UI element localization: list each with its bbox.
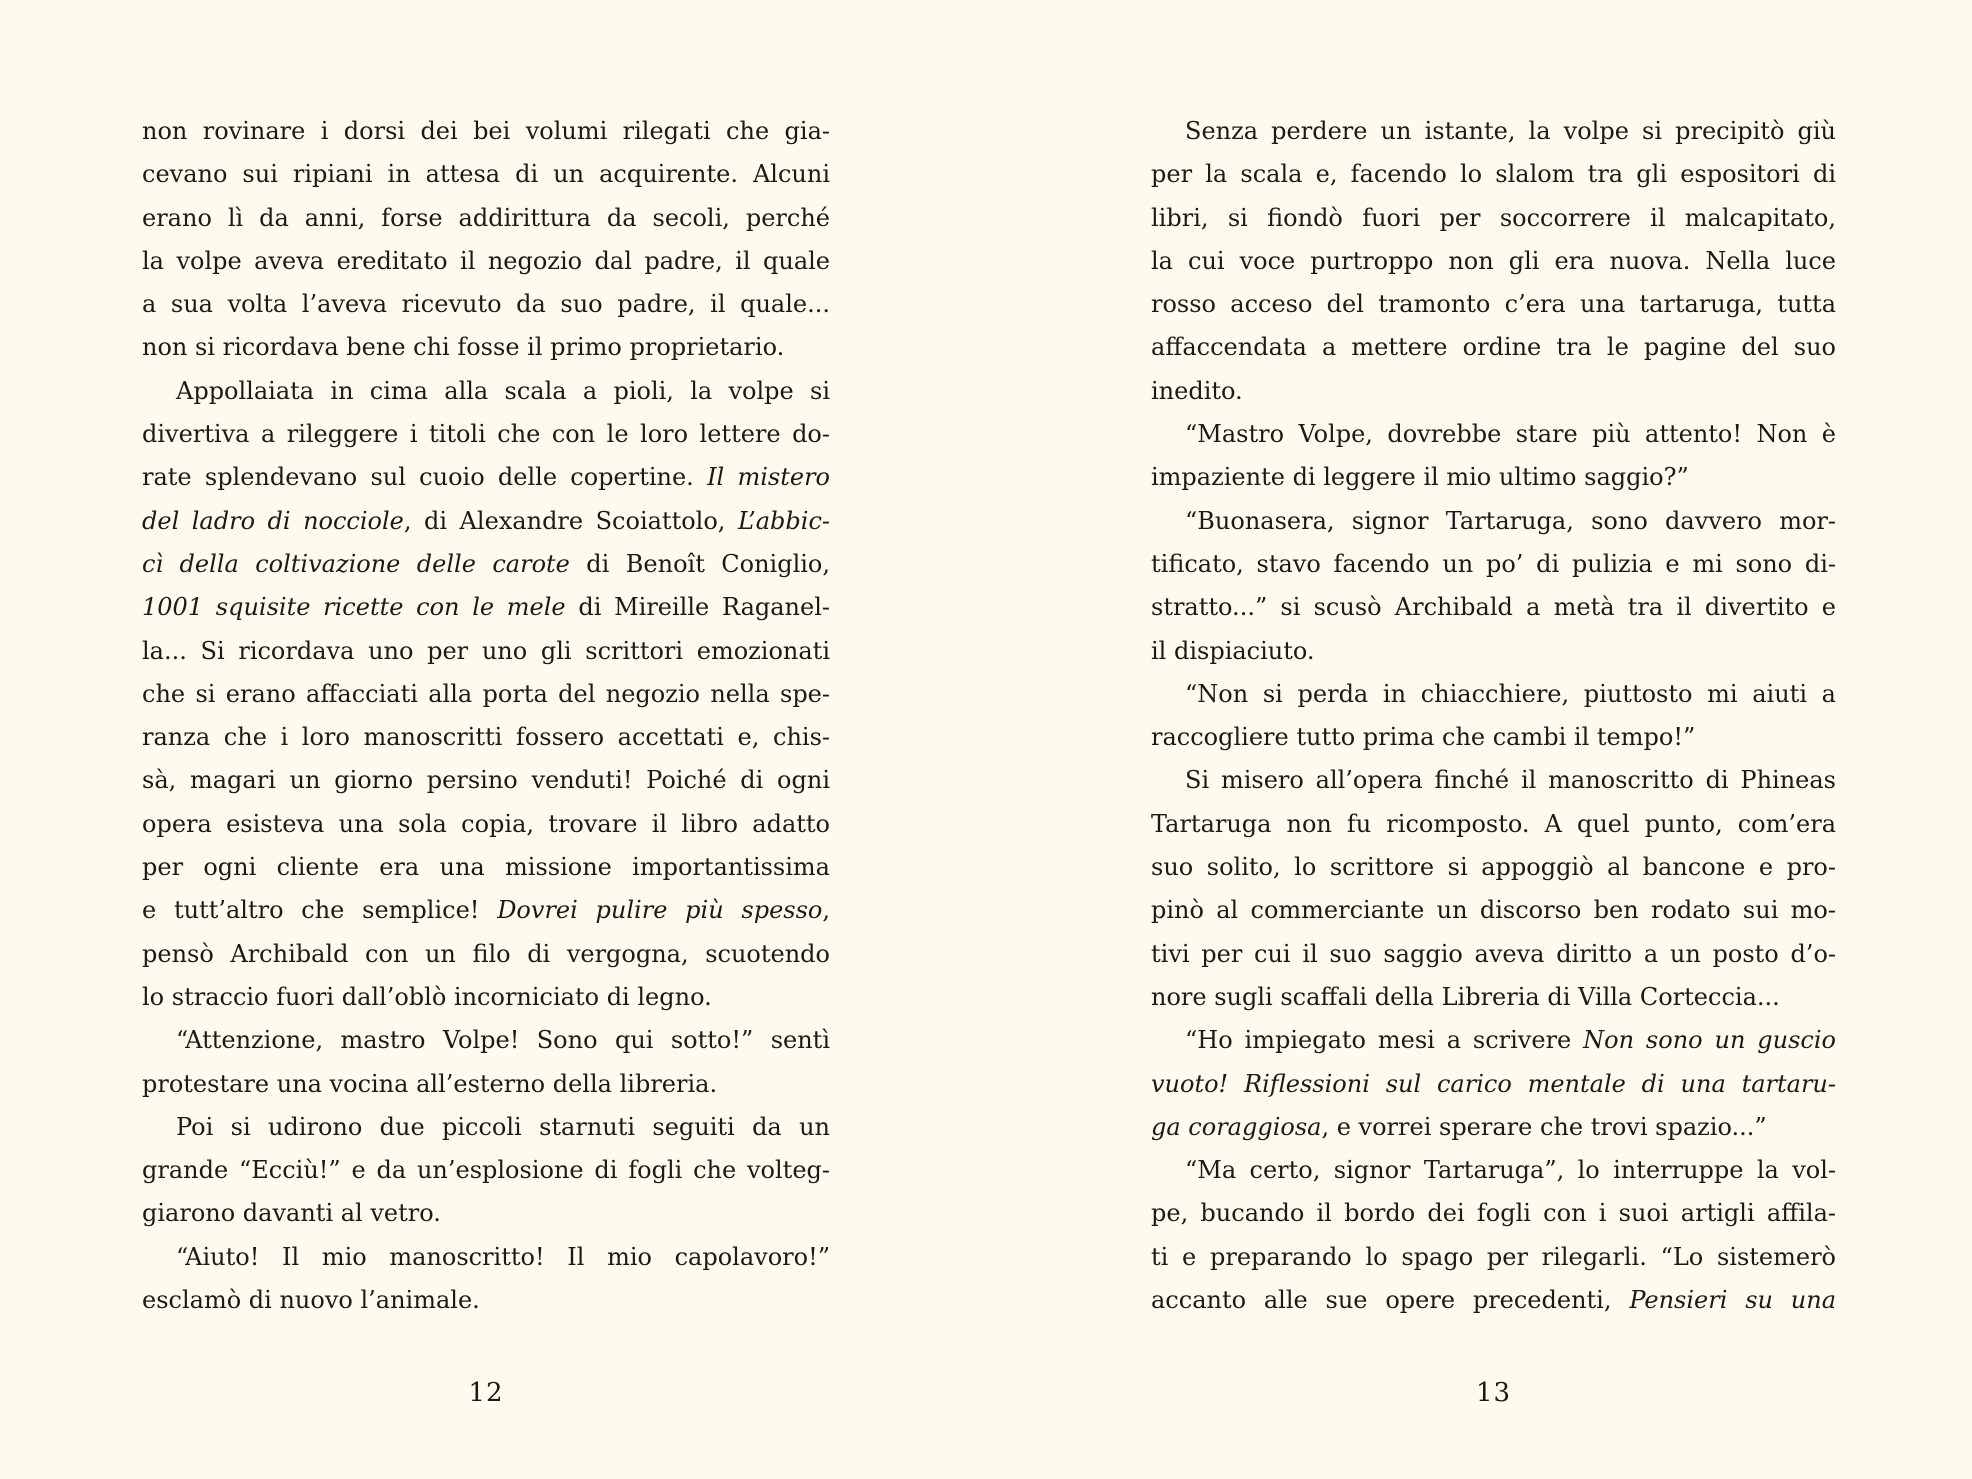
text-line — [1151, 456, 1836, 499]
text-segment: Tartaruga non fu ricomposto. A quel punto, com’era — [1151, 809, 1836, 838]
text-segment: inedito. — [1151, 376, 1243, 405]
text-line — [1151, 197, 1836, 240]
text-line — [1151, 1279, 1836, 1322]
text-line — [1151, 1063, 1836, 1106]
text-line — [1151, 283, 1836, 326]
book-title-italic-segment: L’abbic- — [737, 506, 830, 535]
text-line — [1151, 370, 1836, 413]
text-segment: suo solito, lo scrittore si appoggiò al bancone e pro- — [1151, 853, 1836, 882]
page-number-right: 13 — [1475, 1378, 1512, 1408]
text-segment: “Mastro Volpe, dovrebbe stare più attento! Non è — [1185, 420, 1836, 449]
text-line — [1151, 326, 1836, 369]
text-line — [142, 326, 830, 369]
text-segment: pe, bucando il bordo dei fogli con i suoi artigli affila- — [1151, 1199, 1836, 1228]
text-line — [142, 500, 830, 543]
book-title-italic-segment: del ladro di nocciole — [142, 506, 404, 535]
text-line — [142, 240, 830, 283]
text-line — [1151, 889, 1836, 932]
text-line — [142, 283, 830, 326]
text-line — [142, 413, 830, 456]
text-line — [142, 1019, 830, 1062]
text-segment: opera esisteva una sola copia, trovare il libro adatto — [142, 809, 830, 838]
text-segment: “Attenzione, mastro Volpe! Sono qui sotto!” sentì — [176, 1026, 830, 1055]
text-segment: stratto...” si scusò Archibald a metà tra il divertito e — [1151, 593, 1836, 622]
text-line — [1151, 630, 1836, 673]
text-line — [1151, 1192, 1836, 1235]
text-segment: “Buonasera, signor Tartaruga, sono davvero mor- — [1185, 506, 1836, 535]
book-title-italic-segment: 1001 squisite ricette con le mele — [142, 593, 566, 622]
text-segment: sà, magari un giorno persino venduti! Poiché di ogni — [142, 766, 830, 795]
text-segment: nore sugli scaffali della Libreria di Villa Corteccia... — [1151, 982, 1780, 1011]
text-line — [142, 803, 830, 846]
text-segment: impaziente di leggere il mio ultimo saggio?” — [1151, 463, 1689, 492]
text-line — [142, 1106, 830, 1149]
text-line — [1151, 240, 1836, 283]
text-segment: non si ricordava bene chi fosse il primo proprietario. — [142, 333, 785, 362]
text-line — [1151, 1106, 1836, 1149]
text-segment: ranza che i loro manoscritti fossero accettati e, chis- — [142, 723, 830, 752]
book-title-italic-segment: Dovrei pulire più spesso — [497, 896, 823, 925]
text-line — [142, 586, 830, 629]
text-line — [142, 673, 830, 716]
book-title-italic-segment: Non sono un guscio — [1583, 1026, 1836, 1055]
text-line — [142, 976, 830, 1019]
text-segment: ti e preparando lo spago per rilegarli. “Lo sistemerò — [1151, 1242, 1836, 1271]
text-segment: libri, si fiondò fuori per soccorrere il malcapitato, — [1151, 203, 1836, 232]
text-line — [1151, 803, 1836, 846]
text-segment: lo straccio fuori dall’oblò incorniciato di legno. — [142, 982, 712, 1011]
text-line — [142, 759, 830, 802]
text-segment: “Non si perda in chiacchiere, piuttosto mi aiuti a — [1185, 679, 1836, 708]
text-segment: , e vorrei sperare che trovi spazio...” — [1321, 1112, 1767, 1141]
text-segment: tificato, stavo facendo un po’ di pulizia e mi sono di- — [1151, 549, 1836, 578]
text-line — [142, 1063, 830, 1106]
text-segment: , di Alexandre Scoiattolo, — [403, 506, 738, 535]
text-line — [1151, 413, 1836, 456]
page-left-text-column — [142, 110, 830, 1322]
text-segment: e tutt’altro che semplice! — [142, 896, 498, 925]
text-line — [1151, 759, 1836, 802]
page-number-left: 12 — [468, 1378, 504, 1408]
text-line — [1151, 1236, 1836, 1279]
text-line — [142, 1279, 830, 1322]
text-segment: rosso acceso del tramonto c’era una tartaruga, tutta — [1151, 290, 1836, 319]
text-segment: di Benoît Coniglio, — [569, 549, 830, 578]
text-segment: Si misero all’opera finché il manoscritto di Phineas — [1185, 766, 1836, 795]
text-line — [1151, 586, 1836, 629]
text-segment: a sua volta l’aveva ricevuto da suo padre, il quale... — [142, 290, 830, 319]
text-line — [142, 1236, 830, 1279]
text-line — [142, 197, 830, 240]
text-line — [142, 543, 830, 586]
text-segment: affaccendata a mettere ordine tra le pagine del suo — [1151, 333, 1836, 362]
text-segment: accanto alle sue opere precedenti, — [1151, 1286, 1630, 1315]
text-segment: raccogliere tutto prima che cambi il tempo!” — [1151, 723, 1696, 752]
text-segment: esclamò di nuovo l’animale. — [142, 1286, 480, 1315]
text-line — [1151, 500, 1836, 543]
text-segment: non rovinare i dorsi dei bei volumi rilegati che gia- — [142, 117, 830, 145]
text-segment: , — [822, 896, 830, 925]
text-segment: Senza perdere un istante, la volpe si precipitò giù — [1185, 117, 1836, 145]
text-line — [142, 456, 830, 499]
text-line — [142, 846, 830, 889]
text-segment: di Mireille Raganel- — [565, 593, 830, 622]
book-title-italic-segment: cì della coltivazione delle carote — [142, 549, 570, 578]
text-line — [142, 630, 830, 673]
text-line — [142, 933, 830, 976]
text-segment: la... Si ricordava uno per uno gli scrittori emozionati — [142, 636, 830, 665]
text-line — [142, 1192, 830, 1235]
text-line — [1151, 933, 1836, 976]
text-segment: giarono davanti al vetro. — [142, 1199, 441, 1228]
text-segment: pinò al commerciante un discorso ben rodato sui mo- — [1151, 896, 1836, 925]
text-segment: cevano sui ripiani in attesa di un acquirente. Alcuni — [142, 160, 830, 189]
text-line — [1151, 976, 1836, 1019]
text-line — [1151, 1149, 1836, 1192]
book-title-italic-segment: Pensieri su una — [1629, 1286, 1836, 1315]
text-line — [142, 110, 830, 153]
text-segment: protestare una vocina all’esterno della libreria. — [142, 1069, 718, 1098]
text-line — [1151, 110, 1836, 153]
text-segment: il dispiaciuto. — [1151, 636, 1315, 665]
text-line — [1151, 716, 1836, 759]
text-line — [142, 370, 830, 413]
book-title-italic-segment: Il mistero — [707, 463, 830, 492]
text-line — [1151, 846, 1836, 889]
text-segment: rate splendevano sul cuoio delle copertine. — [142, 463, 708, 492]
book-title-italic-segment: vuoto! Riflessioni sul carico mentale di una tartaru- — [1151, 1069, 1836, 1098]
text-segment: la volpe aveva ereditato il negozio dal padre, il quale — [142, 246, 830, 275]
text-segment: “Ho impiegato mesi a scrivere — [1185, 1026, 1584, 1055]
text-line — [1151, 153, 1836, 196]
text-segment: per ogni cliente era una missione importantissima — [142, 853, 830, 882]
text-line — [1151, 543, 1836, 586]
text-line — [142, 153, 830, 196]
text-line — [1151, 1019, 1836, 1062]
text-segment: Poi si udirono due piccoli starnuti seguiti da un — [176, 1112, 830, 1141]
text-line — [1151, 673, 1836, 716]
text-segment: per la scala e, facendo lo slalom tra gli espositori di — [1151, 160, 1836, 189]
text-segment: tivi per cui il suo saggio aveva diritto a un posto d’o- — [1151, 939, 1836, 968]
text-line — [142, 1149, 830, 1192]
text-line — [142, 716, 830, 759]
text-segment: “Ma certo, signor Tartaruga”, lo interruppe la vol- — [1185, 1156, 1836, 1185]
text-segment: la cui voce purtroppo non gli era nuova. Nella luce — [1151, 246, 1836, 275]
text-segment: grande “Ecciù!” e da un’esplosione di fogli che volteg- — [142, 1156, 830, 1185]
text-segment: pensò Archibald con un filo di vergogna, scuotendo — [142, 939, 830, 968]
text-segment: erano lì da anni, forse addirittura da secoli, perché — [142, 203, 830, 232]
page-right-text-column — [1151, 110, 1836, 1322]
text-segment: Appollaiata in cima alla scala a pioli, la volpe si — [176, 376, 830, 405]
book-title-italic-segment: ga coraggiosa — [1151, 1112, 1322, 1141]
text-segment: “Aiuto! Il mio manoscritto! Il mio capolavoro!” — [176, 1242, 830, 1271]
text-segment: che si erano affacciati alla porta del negozio nella spe- — [142, 679, 830, 708]
text-line — [142, 889, 830, 932]
text-segment: divertiva a rileggere i titoli che con le loro lettere do- — [142, 420, 830, 449]
